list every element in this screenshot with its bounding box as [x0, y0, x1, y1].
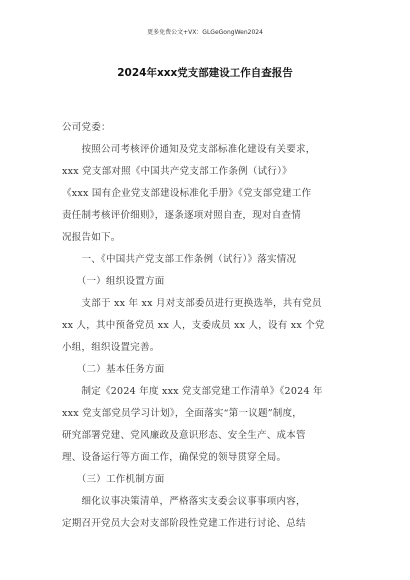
subsection-heading: （三）工作机制方面 — [62, 474, 165, 485]
paragraph-line: 定期召开党员大会对支部阶段性党建工作进行讨论、总结 — [62, 518, 306, 529]
paragraph-line: 制定《2024 年度 xxx 党支部党建工作清单》《2024 年 — [62, 386, 323, 397]
salutation: 公司党委： — [62, 122, 111, 133]
intro-line: 责任制考核评价细则》，逐条逐项对照自查，现对自查情 — [62, 210, 302, 221]
paragraph-line: 理、设备运行等方面工作，确保党的领导贯穿全局。 — [62, 452, 287, 463]
subsection-heading: （二）基本任务方面 — [62, 364, 165, 375]
paragraph-line: 小组，组织设置完善。 — [62, 342, 160, 353]
paragraph-line: 细化议事决策清单，严格落实支委会议事事项内容， — [62, 496, 306, 507]
section-heading: 一、《中国共产党支部工作条例（试行）》落实情况 — [62, 254, 297, 265]
document-title: 2024年xxx党支部建设工作自查报告 — [117, 67, 293, 79]
header-note: 更多免费公文+VX：GLGeGongWen2024 — [147, 29, 263, 36]
paragraph-line: xx 人，其中预备党员 xx 人，支委成员 xx 人，设有 xx 个党 — [62, 320, 325, 331]
intro-line: xxx 党支部对照《中国共产党支部工作条例（试行）》 — [62, 166, 292, 177]
subsection-heading: （一）组织设置方面 — [62, 276, 165, 287]
paragraph-line: 支部于 xx 年 xx 月对支部委员进行更换选举，共有党员 — [62, 298, 322, 309]
intro-line: 按照公司考核评价通知及党支部标准化建设有关要求， — [62, 144, 316, 155]
intro-line: 况报告如下。 — [62, 232, 121, 243]
document-body — [62, 117, 362, 535]
paragraph-line: 研究部署党建、党风廉政及意识形态、安全生产、成本管 — [62, 430, 306, 441]
paragraph-line: xxx 党支部党员学习计划》，全面落实“第一议题”制度， — [62, 408, 303, 419]
intro-line: 《xxx 国有企业党支部建设标准化手册》《党支部党建工作 — [62, 188, 312, 199]
